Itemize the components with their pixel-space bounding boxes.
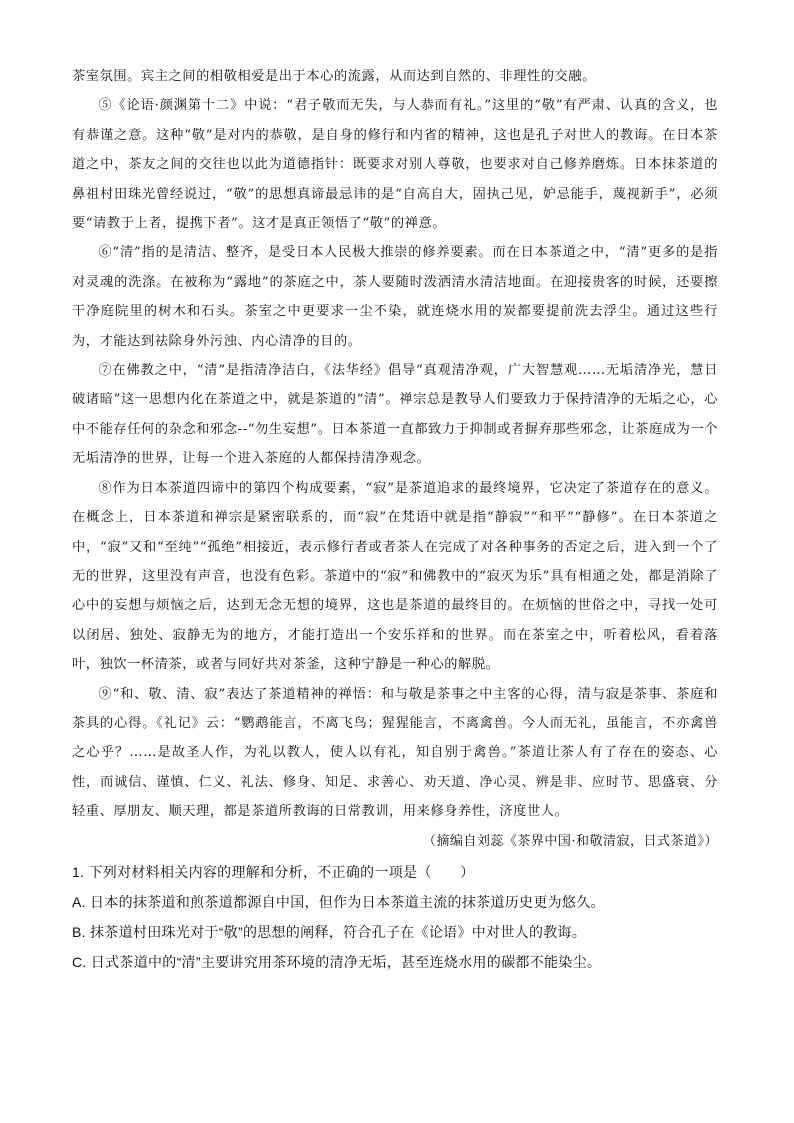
question-stem: 1. 下列对材料相关内容的理解和分析，不正确的一项是（ ） xyxy=(72,863,475,880)
passage-paragraph-5: ⑤《论语·颜渊第十二》中说：“君子敬而无失，与人恭而有礼。”这里的“敬”有严肃、认真的含义，也有恭谨之意。这种“敬”是对内的恭敬，是自身的修行和内省的精神，这也是孔子对世人的教诲。在日本茶道之中，茶友之间的交往也以此为道德指针：既要求对别人尊敬，也要求对自己修养磨炼。日本抹茶道的鼻祖村田珠光曾经说过，“敬”的思想真谛最忌讳的是“自高自大，固执己见，妒忌能手，蔑视新手”，必须要“请教于上者，提携下者”。这才是真正领悟了“敬”的禅意。 xyxy=(72,98,718,232)
option-a: A. 日本的抹茶道和煎茶道都源自中国，但作为日本茶道主流的抹茶道历史更为悠久。 xyxy=(72,893,605,910)
passage-paragraph-6: ⑥“清”指的是清洁、整齐，是受日本人民极大推崇的修养要素。而在日本茶道之中，“清”更多的是指对灵魂的洗涤。在被称为“露地”的茶庭之中，茶人要随时泼洒清水清洁地面。在迎接贵客的时候，还要擦干净庭院里的树木和石头。茶室之中更要求一尘不染，就连烧水用的炭都要提前洗去浮尘。通过这些行为，才能达到祛除身外污浊、内心清净的目的。 xyxy=(72,245,718,349)
document-page xyxy=(72,62,718,977)
passage-paragraph-9: ⑨“和、敬、清、寂”表达了茶道精神的禅悟：和与敬是茶事之中主客的心得，清与寂是茶事、茶庭和茶具的心得。《礼记》云：“鹦鹉能言，不离飞鸟；猩猩能言，不离禽兽。今人而无礼，虽能言，不亦禽兽之心乎？……是故圣人作，为礼以教人，使人以有礼，知自别于禽兽。”茶道让茶人有了存在的姿态、心性，而诚信、谨慎、仁义、礼法、修身、知足、求善心、劝天道、净心灵、辨是非、应时节、思盛衰、分轻重、厚朋友、顺天理，都是茶道所教诲的日常教训，用来修身养性，济度世人。 xyxy=(72,686,718,820)
passage-paragraph-7: ⑦在佛教之中，“清”是指清净洁白，《法华经》倡导“真观清净观，广大智慧观……无垢清净光，慧日破诸暗”这一思想内化在茶道之中，就是茶道的“清”。禅宗总是教导人们要致力于保持清净的无垢之心，心中不能存任何的杂念和邪念--“勿生妄想”。日本茶道一直都致力于抑制或者摒弃那些邪念，让茶庭成为一个无垢清净的世界，让每一个进入茶庭的人都保持清净观念。 xyxy=(72,363,718,467)
option-b: B. 抹茶道村田珠光对于“敬”的思想的阐释，符合孔子在《论语》中对世人的教诲。 xyxy=(72,923,587,940)
option-c: C. 日式茶道中的“清”主要讲究用茶环境的清净无垢，甚至连烧水用的碳都不能染尘。 xyxy=(72,953,602,970)
passage-source: （摘编自刘蕊《茶界中国·和敬清寂，日式茶道》） xyxy=(422,833,718,849)
passage-paragraph-8: ⑧作为日本茶道四谛中的第四个构成要素，“寂”是茶道追求的最终境界，它决定了茶道存在的意义。在概念上，日本茶道和禅宗是紧密联系的，而“寂”在梵语中就是指“静寂”“和平”“静修”。在日本茶道之中，“寂”又和“至纯”“孤绝”相接近，表示修行者或者茶人在完成了对各种事务的否定之后，进入到一个了无的世界，这里没有声音，也没有色彩。茶道中的“寂”和佛教中的“寂灭为乐”具有相通之处，都是消除了心中的妄想与烦恼之后，达到无念无想的境界，这也是茶道的最终目的。在烦恼的世俗之中，寻找一处可以闭居、独处、寂静无为的地方，才能打造出一个安乐祥和的世界。而在茶室之中，听着松风，看着落叶，独饮一杯清茶，或者与同好共对茶釜，这种宁静是一种心的解脱。 xyxy=(72,480,718,673)
passage-paragraph-continued: 茶室氛围。宾主之间的相敬相爱是出于本心的流露，从而达到自然的、非理性的交融。 xyxy=(72,69,596,84)
